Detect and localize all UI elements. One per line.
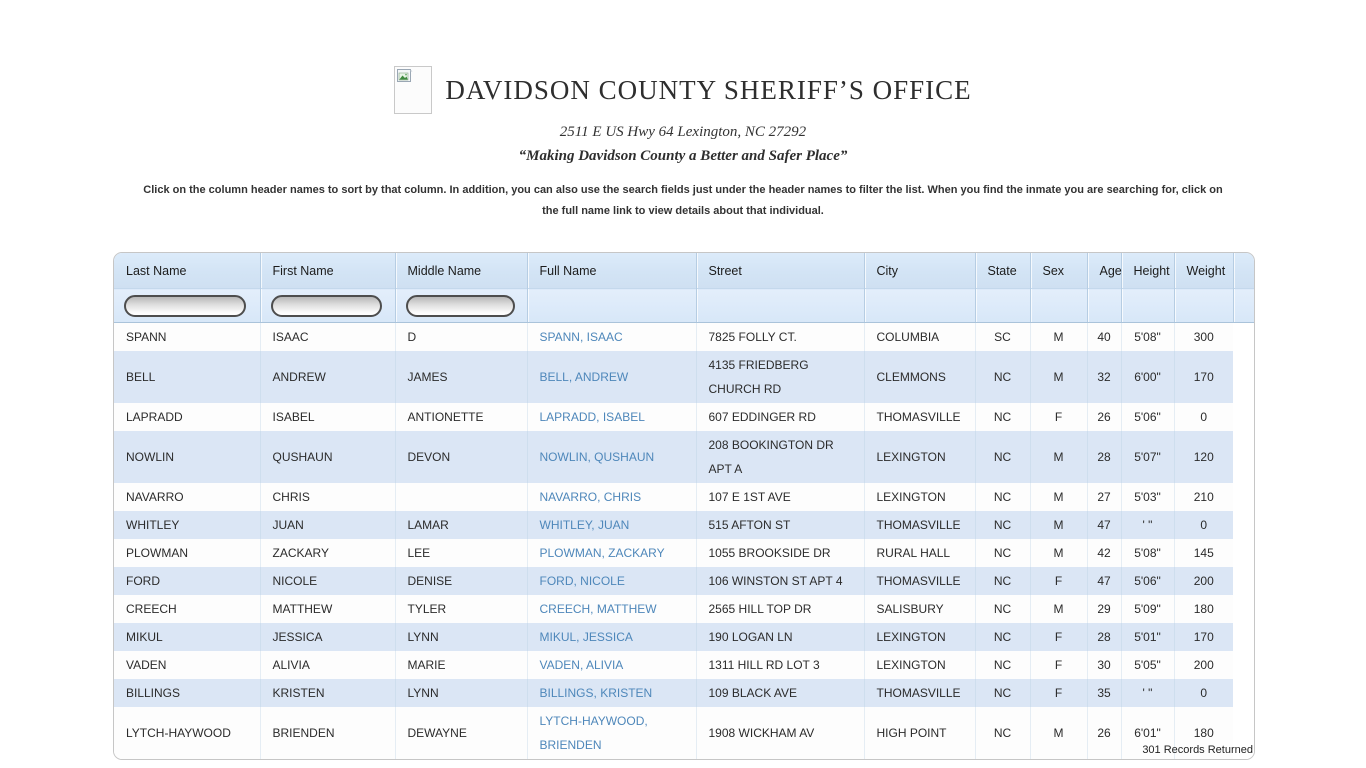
cell-middle_name: LAMAR — [395, 511, 527, 539]
cell-sex: M — [1030, 431, 1087, 483]
row-filler — [1233, 431, 1254, 483]
cell-first_name: MATTHEW — [260, 595, 395, 623]
cell-sex: F — [1030, 623, 1087, 651]
cell-middle_name: LEE — [395, 539, 527, 567]
cell-age: 27 — [1087, 483, 1121, 511]
cell-weight: 200 — [1174, 651, 1233, 679]
cell-street: 208 BOOKINGTON DR APT A — [696, 431, 864, 483]
inmate-full-name-link[interactable]: SPANN, ISAAC — [539, 330, 623, 344]
header-filler — [1233, 253, 1254, 289]
cell-city: LEXINGTON — [864, 431, 975, 483]
cell-first_name: QUSHAUN — [260, 431, 395, 483]
cell-full_name — [527, 623, 696, 651]
inmate-full-name-link[interactable]: LAPRADD, ISABEL — [539, 410, 645, 424]
agency-tagline: “Making Davidson County a Better and Safer Place” — [518, 148, 848, 164]
row-filler — [1233, 623, 1254, 651]
cell-age: 28 — [1087, 431, 1121, 483]
cell-age: 47 — [1087, 511, 1121, 539]
table-row — [114, 623, 1254, 651]
cell-last_name: BILLINGS — [126, 686, 181, 700]
row-filler — [1233, 539, 1254, 567]
column-header-weight[interactable]: Weight — [1174, 253, 1233, 289]
cell-middle_name: DEWAYNE — [395, 707, 527, 759]
filter-cell-weight — [1174, 289, 1233, 323]
cell-city: SALISBURY — [864, 595, 975, 623]
cell-sex: M — [1030, 323, 1087, 352]
table-header-row — [114, 253, 1254, 289]
cell-middle_name: TYLER — [395, 595, 527, 623]
column-header-middle_name[interactable]: Middle Name — [395, 253, 527, 289]
table-row — [114, 323, 1254, 352]
cell-first_name: JESSICA — [260, 623, 395, 651]
row-filler — [1233, 595, 1254, 623]
filter-cell-full_name — [527, 289, 696, 323]
inmate-full-name-link[interactable]: BELL, ANDREW — [539, 370, 629, 384]
agency-address: 2511 E US Hwy 64 Lexington, NC 27292 — [559, 124, 807, 140]
cell-last_name: PLOWMAN — [126, 546, 189, 560]
table-row — [114, 483, 1254, 511]
cell-city: HIGH POINT — [864, 707, 975, 759]
cell-first_name: KRISTEN — [260, 679, 395, 707]
cell-middle_name — [395, 483, 527, 511]
cell-state: NC — [975, 623, 1030, 651]
cell-sex: M — [1030, 595, 1087, 623]
inmate-full-name-link[interactable]: NAVARRO, CHRIS — [539, 490, 642, 504]
row-filler — [1233, 323, 1254, 352]
cell-full_name — [527, 431, 696, 483]
cell-full_name — [527, 567, 696, 595]
row-filler — [1233, 483, 1254, 511]
column-header-street[interactable]: Street — [696, 253, 864, 289]
cell-city: CLEMMONS — [864, 351, 975, 403]
cell-city: THOMASVILLE — [864, 511, 975, 539]
row-filler — [1233, 511, 1254, 539]
table-row — [114, 431, 1254, 483]
cell-height: 5'06" — [1121, 567, 1174, 595]
filter-cell-state — [975, 289, 1030, 323]
cell-city: COLUMBIA — [864, 323, 975, 352]
cell-street: 607 EDDINGER RD — [696, 403, 864, 431]
row-filler — [1233, 403, 1254, 431]
cell-last_name: NOWLIN — [126, 450, 174, 464]
cell-last_name: LYTCH-HAYWOOD — [126, 726, 231, 740]
cell-sex: M — [1030, 707, 1087, 759]
cell-city: LEXINGTON — [864, 483, 975, 511]
inmate-full-name-link[interactable]: VADEN, ALIVIA — [539, 658, 624, 672]
cell-sex: M — [1030, 351, 1087, 403]
cell-middle_name: ANTIONETTE — [395, 403, 527, 431]
inmate-full-name-link[interactable]: FORD, NICOLE — [539, 574, 625, 588]
cell-first_name: BRIENDEN — [260, 707, 395, 759]
broken-image-glyph — [397, 69, 413, 84]
cell-age: 32 — [1087, 351, 1121, 403]
first_name-filter-input[interactable] — [271, 295, 382, 317]
cell-state: NC — [975, 595, 1030, 623]
column-header-city[interactable]: City — [864, 253, 975, 289]
cell-first_name: ISAAC — [260, 323, 395, 352]
cell-height: ' " — [1121, 511, 1174, 539]
cell-height: 5'09" — [1121, 595, 1174, 623]
filter-cell-first_name — [260, 289, 395, 323]
cell-height: 5'08" — [1121, 539, 1174, 567]
title-row — [0, 66, 1366, 114]
cell-middle_name: DENISE — [395, 567, 527, 595]
filter-cell-city — [864, 289, 975, 323]
cell-first_name: ANDREW — [260, 351, 395, 403]
filter-cell-height — [1121, 289, 1174, 323]
cell-height: 6'01" — [1121, 707, 1174, 759]
cell-height: 5'05" — [1121, 651, 1174, 679]
cell-sex: F — [1030, 679, 1087, 707]
cell-sex: F — [1030, 651, 1087, 679]
cell-weight: 145 — [1174, 539, 1233, 567]
cell-first_name: CHRIS — [260, 483, 395, 511]
cell-street: 1311 HILL RD LOT 3 — [696, 651, 864, 679]
cell-full_name — [527, 679, 696, 707]
filter-cell-last_name — [114, 289, 260, 323]
instructions-text: Click on the column header names to sort by that column. In addition, you can also use the search fields just under the header names to filter the list. When you find the inmate you are searching for, click on the full name link to view details about that individual. — [143, 184, 1223, 217]
column-header-age[interactable]: Age — [1087, 253, 1121, 289]
cell-height: 5'06" — [1121, 403, 1174, 431]
inmate-full-name-link[interactable]: MIKUL, JESSICA — [539, 630, 633, 644]
table-row — [114, 403, 1254, 431]
cell-city: THOMASVILLE — [864, 679, 975, 707]
cell-last_name: BELL — [126, 370, 156, 384]
cell-street: 1055 BROOKSIDE DR — [696, 539, 864, 567]
cell-sex: M — [1030, 539, 1087, 567]
cell-last_name: VADEN — [126, 658, 167, 672]
cell-weight: 300 — [1174, 323, 1233, 352]
cell-age: 30 — [1087, 651, 1121, 679]
inmate-table-grid — [114, 253, 1254, 759]
cell-age: 29 — [1087, 595, 1121, 623]
broken-image-icon — [394, 66, 432, 114]
cell-street: 7825 FOLLY CT. — [696, 323, 864, 352]
row-filler — [1233, 351, 1254, 403]
row-filler — [1233, 651, 1254, 679]
cell-age: 26 — [1087, 403, 1121, 431]
cell-street: 106 WINSTON ST APT 4 — [696, 567, 864, 595]
column-header-last_name[interactable]: Last Name — [114, 253, 260, 289]
cell-last_name: MIKUL — [126, 630, 163, 644]
cell-full_name — [527, 539, 696, 567]
inmate-full-name-link[interactable]: WHITLEY, JUAN — [539, 518, 630, 532]
cell-sex: M — [1030, 483, 1087, 511]
table-row — [114, 679, 1254, 707]
cell-first_name: NICOLE — [260, 567, 395, 595]
cell-weight: 170 — [1174, 351, 1233, 403]
cell-last_name: LAPRADD — [126, 410, 183, 424]
cell-city: THOMASVILLE — [864, 403, 975, 431]
table-filter-row — [114, 289, 1254, 323]
cell-first_name: ZACKARY — [260, 539, 395, 567]
cell-street: 4135 FRIEDBERG CHURCH RD — [696, 351, 864, 403]
cell-state: NC — [975, 351, 1030, 403]
cell-street: 190 LOGAN LN — [696, 623, 864, 651]
cell-street: 515 AFTON ST — [696, 511, 864, 539]
cell-sex: M — [1030, 511, 1087, 539]
cell-middle_name: LYNN — [395, 623, 527, 651]
cell-weight: 0 — [1174, 511, 1233, 539]
cell-weight: 210 — [1174, 483, 1233, 511]
cell-first_name: JUAN — [260, 511, 395, 539]
inmate-full-name-link[interactable]: CREECH, MATTHEW — [539, 602, 657, 616]
cell-full_name — [527, 483, 696, 511]
inmate-full-name-link[interactable]: NOWLIN, QUSHAUN — [539, 450, 655, 464]
cell-city: LEXINGTON — [864, 651, 975, 679]
filter-cell-age — [1087, 289, 1121, 323]
cell-middle_name: MARIE — [395, 651, 527, 679]
cell-state: NC — [975, 679, 1030, 707]
cell-city: THOMASVILLE — [864, 567, 975, 595]
cell-state: NC — [975, 431, 1030, 483]
cell-weight: 0 — [1174, 403, 1233, 431]
cell-full_name — [527, 323, 696, 352]
cell-city: RURAL HALL — [864, 539, 975, 567]
filter-cell-middle_name — [395, 289, 527, 323]
table-row — [114, 539, 1254, 567]
cell-full_name — [527, 651, 696, 679]
cell-middle_name: JAMES — [395, 351, 527, 403]
column-header-height[interactable]: Height — [1121, 253, 1174, 289]
cell-weight: 170 — [1174, 623, 1233, 651]
cell-height: 5'01" — [1121, 623, 1174, 651]
cell-weight: 120 — [1174, 431, 1233, 483]
table-row — [114, 511, 1254, 539]
cell-full_name — [527, 403, 696, 431]
records-returned-label: 301 Records Returned — [1142, 744, 1253, 756]
table-row — [114, 595, 1254, 623]
inmate-full-name-link[interactable]: LYTCH-HAYWOOD, BRIENDEN — [539, 714, 648, 752]
cell-height: 5'07" — [1121, 431, 1174, 483]
filter-filler — [1233, 289, 1254, 323]
cell-middle_name: DEVON — [395, 431, 527, 483]
cell-state: NC — [975, 707, 1030, 759]
table-row — [114, 651, 1254, 679]
cell-weight: 200 — [1174, 567, 1233, 595]
cell-weight: 0 — [1174, 679, 1233, 707]
cell-last_name: FORD — [126, 574, 160, 588]
cell-last_name: CREECH — [126, 602, 177, 616]
cell-state: NC — [975, 403, 1030, 431]
cell-full_name — [527, 511, 696, 539]
cell-weight: 180 — [1174, 595, 1233, 623]
cell-full_name — [527, 351, 696, 403]
cell-street: 107 E 1ST AVE — [696, 483, 864, 511]
cell-height: 5'08" — [1121, 323, 1174, 352]
cell-last_name: SPANN — [126, 330, 167, 344]
column-header-state[interactable]: State — [975, 253, 1030, 289]
cell-age: 28 — [1087, 623, 1121, 651]
cell-age: 47 — [1087, 567, 1121, 595]
table-row — [114, 351, 1254, 403]
column-header-full_name[interactable]: Full Name — [527, 253, 696, 289]
cell-state: NC — [975, 483, 1030, 511]
filter-cell-sex — [1030, 289, 1087, 323]
cell-last_name: NAVARRO — [126, 490, 184, 504]
cell-age: 26 — [1087, 707, 1121, 759]
cell-age: 35 — [1087, 679, 1121, 707]
cell-middle_name: D — [395, 323, 527, 352]
inmate-full-name-link[interactable]: BILLINGS, KRISTEN — [539, 686, 653, 700]
cell-sex: F — [1030, 403, 1087, 431]
cell-state: SC — [975, 323, 1030, 352]
cell-first_name: ISABEL — [260, 403, 395, 431]
cell-middle_name: LYNN — [395, 679, 527, 707]
cell-full_name — [527, 595, 696, 623]
row-filler — [1233, 567, 1254, 595]
column-header-first_name[interactable]: First Name — [260, 253, 395, 289]
cell-first_name: ALIVIA — [260, 651, 395, 679]
cell-age: 40 — [1087, 323, 1121, 352]
cell-city: LEXINGTON — [864, 623, 975, 651]
masthead — [0, 0, 1366, 165]
cell-weight: 180 — [1174, 707, 1233, 759]
cell-height: 5'03" — [1121, 483, 1174, 511]
cell-state: NC — [975, 511, 1030, 539]
cell-street: 1908 WICKHAM AV — [696, 707, 864, 759]
cell-age: 42 — [1087, 539, 1121, 567]
cell-last_name: WHITLEY — [126, 518, 180, 532]
cell-state: NC — [975, 539, 1030, 567]
last_name-filter-input[interactable] — [124, 295, 246, 317]
table-row — [114, 567, 1254, 595]
cell-height: 6'00" — [1121, 351, 1174, 403]
inmate-full-name-link[interactable]: PLOWMAN, ZACKARY — [539, 546, 665, 560]
middle_name-filter-input[interactable] — [406, 295, 515, 317]
row-filler — [1233, 679, 1254, 707]
cell-height: ' " — [1121, 679, 1174, 707]
filter-cell-street — [696, 289, 864, 323]
column-header-sex[interactable]: Sex — [1030, 253, 1087, 289]
cell-sex: F — [1030, 567, 1087, 595]
cell-state: NC — [975, 567, 1030, 595]
inmate-table — [113, 252, 1255, 760]
cell-street: 2565 HILL TOP DR — [696, 595, 864, 623]
cell-street: 109 BLACK AVE — [696, 679, 864, 707]
page-title: DAVIDSON COUNTY SHERIFF’S OFFICE — [445, 74, 972, 105]
cell-state: NC — [975, 651, 1030, 679]
